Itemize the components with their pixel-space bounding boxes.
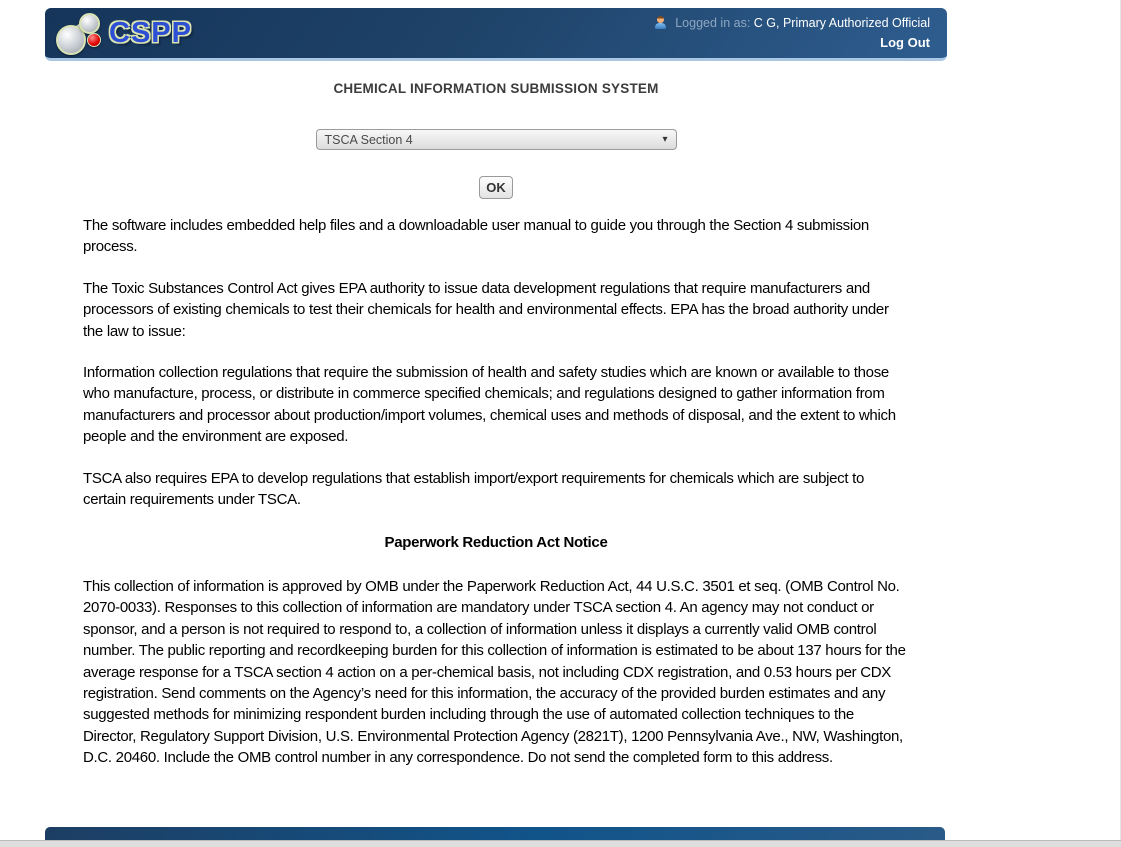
section-select[interactable] [316,129,677,150]
notice-heading: Paperwork Reduction Act Notice [384,534,608,552]
header-bar [45,8,947,61]
paragraph-import-export: TSCA also requires EPA to develop regulations that establish import/export requirements for chemicals which are subject to certain requirements under TSCA. [83,469,865,509]
chevron-down-icon: ▾ [662,134,668,145]
window-bottom-edge [0,840,1121,847]
paragraph-tsca-authority: The Toxic Substances Control Act gives EPA authority to issue data development regulations that require manufacturers and processors of existing chemicals to test their chemicals for health and environmental effects. EPA has the broad authority under the law to issue: [83,279,889,340]
paragraph-information-collection: Information collection regulations that require the submission of health and safety studies which are known or available to those who manufacture, process, or distribute in commerce specified chemicals; and regulations designed to gather information from manufacturers and processor about production/import volumes, chemical uses and methods of disposal, and the extent to which people and the environment are exposed. [83,364,896,446]
ok-button[interactable]: OK [479,176,513,199]
logged-in-user: C G, Primary Authorized Official [753,16,930,30]
main-content [45,61,947,769]
notice-paragraph: This collection of information is approved by OMB under the Paperwork Reduction Act, 44 U.S.C. 3501 et seq. (OMB Control No. 2070-0033). Responses to this collection of information are mandatory under TSCA section 4. An agency may not conduct or sponsor, and a person is not required to respond to, a collection of information unless it displays a currently valid OMB control number. The public reporting and recordkeeping burden for this collection of information is estimated to be about 137 hours for the average response for a TSCA section 4 action on a per-chemical basis, not including CDX registration, and 0.53 hours per CDX registration. Send comments on the Agency’s need for this information, the accuracy of the provided burden estimates and any suggested methods for minimizing respondent burden including through the use of automated collection techniques to the Director, Regulatory Support Division, U.S. Environmental Protection Agency (2821T), 1200 Pennsylvania Ave., NW, Washington, D.C. 20460. Include the OMB control number in any correspondence. Do not send the completed form to this address. [83,577,906,767]
logo-text: CSPP [109,16,192,49]
molecule-sphere-medium [79,13,100,34]
logout-link[interactable]: Log Out [880,35,930,50]
user-status-area [654,16,930,50]
person-icon [654,16,667,29]
section-select-value: TSCA Section 4 [324,132,413,147]
paragraph-software: The software includes embedded help files and a downloadable user manual to guide you through the Section 4 submission process. [83,217,869,256]
logged-in-label: Logged in as: [675,16,751,30]
cspp-logo[interactable] [55,11,192,55]
logged-in-status [654,16,930,30]
content-text [83,215,909,769]
page-title: CHEMICAL INFORMATION SUBMISSION SYSTEM [333,81,659,96]
molecule-sphere-red [87,33,101,47]
molecule-icon [55,11,102,55]
